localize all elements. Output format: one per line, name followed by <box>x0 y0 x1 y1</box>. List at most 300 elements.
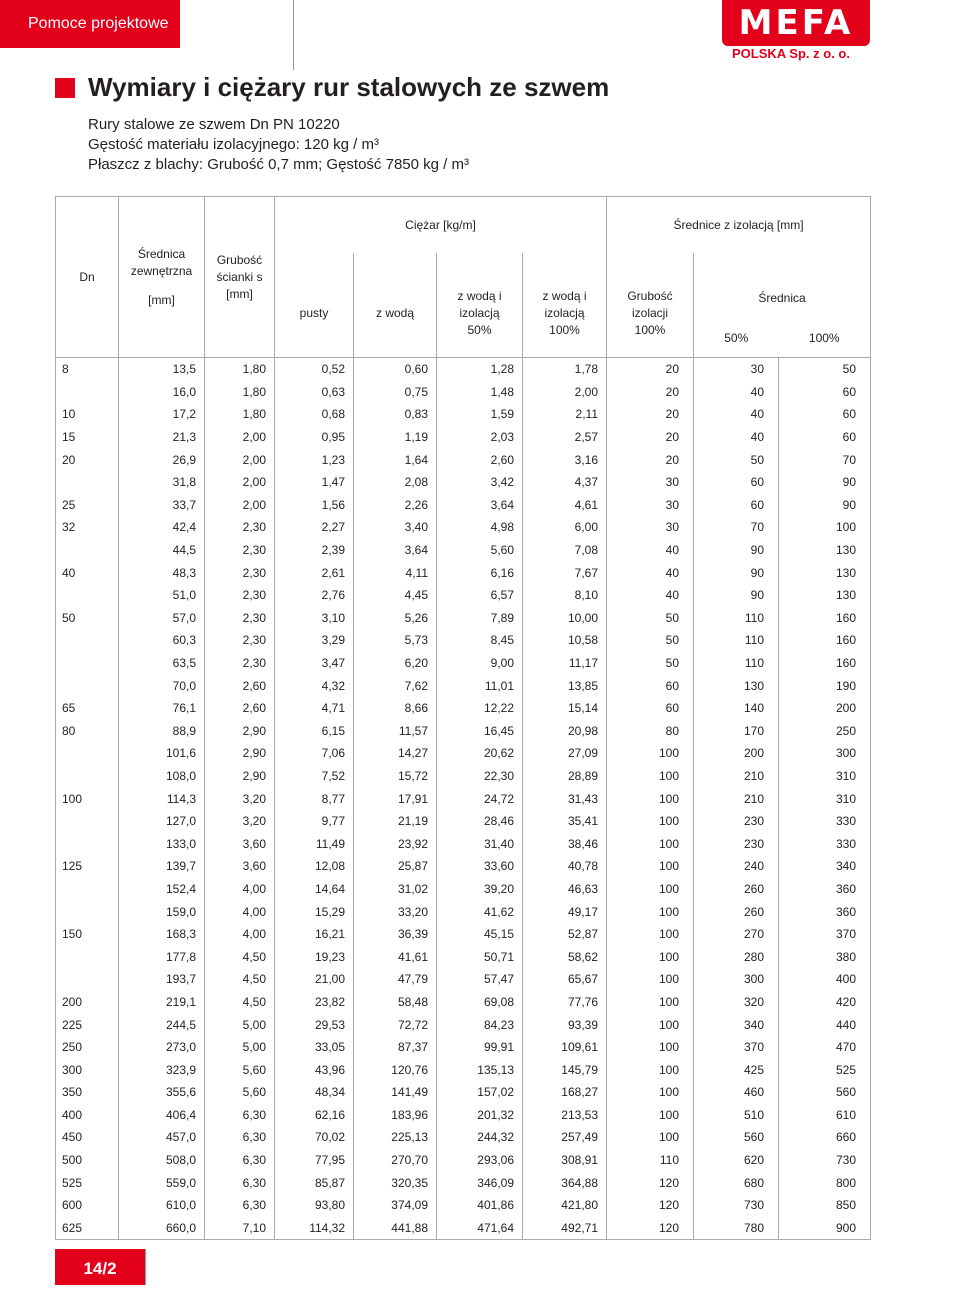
cell-wall-thickness: 2,60 <box>205 674 275 697</box>
cell-weight-ins-50: 45,15 <box>437 923 523 946</box>
cell-diameter-100: 90 <box>779 471 871 494</box>
cell-diameter-50: 110 <box>694 629 779 652</box>
cell-outer-diameter: 457,0 <box>119 1126 205 1149</box>
pipe-dimensions-table <box>55 196 871 1240</box>
cell-weight-ins-50: 16,45 <box>437 720 523 743</box>
table-row <box>56 697 871 720</box>
page-title: Wymiary i ciężary rur stalowych ze szwem <box>88 72 610 102</box>
cell-dn <box>56 765 119 788</box>
cell-weight-water: 183,96 <box>354 1104 437 1127</box>
cell-diameter-100: 310 <box>779 787 871 810</box>
cell-insulation-thickness: 30 <box>607 471 694 494</box>
cell-weight-empty: 114,32 <box>275 1217 354 1240</box>
cell-wall-thickness: 2,90 <box>205 720 275 743</box>
cell-weight-ins-100: 15,14 <box>523 697 607 720</box>
cell-outer-diameter: 17,2 <box>119 403 205 426</box>
cell-diameter-50: 510 <box>694 1104 779 1127</box>
cell-diameter-50: 40 <box>694 426 779 449</box>
cell-weight-water: 17,91 <box>354 787 437 810</box>
cell-weight-empty: 2,27 <box>275 516 354 539</box>
table-row <box>56 448 871 471</box>
cell-weight-water: 15,72 <box>354 765 437 788</box>
cell-diameter-100: 310 <box>779 765 871 788</box>
cell-dn: 150 <box>56 923 119 946</box>
cell-insulation-thickness: 60 <box>607 697 694 720</box>
cell-weight-ins-100: 4,61 <box>523 494 607 517</box>
table-row <box>56 561 871 584</box>
header-weight-group: Ciężar [kg/m] <box>275 197 607 254</box>
cell-diameter-100: 610 <box>779 1104 871 1127</box>
cell-outer-diameter: 355,6 <box>119 1081 205 1104</box>
cell-diameter-100: 160 <box>779 652 871 675</box>
cell-insulation-thickness: 100 <box>607 945 694 968</box>
cell-weight-ins-50: 99,91 <box>437 1036 523 1059</box>
cell-wall-thickness: 2,00 <box>205 471 275 494</box>
cell-outer-diameter: 33,7 <box>119 494 205 517</box>
cell-outer-diameter: 101,6 <box>119 742 205 765</box>
cell-weight-ins-100: 35,41 <box>523 810 607 833</box>
cell-outer-diameter: 42,4 <box>119 516 205 539</box>
cell-diameter-50: 780 <box>694 1217 779 1240</box>
cell-diameter-50: 90 <box>694 539 779 562</box>
table-row <box>56 810 871 833</box>
cell-insulation-thickness: 120 <box>607 1194 694 1217</box>
cell-dn <box>56 652 119 675</box>
cell-insulation-thickness: 40 <box>607 584 694 607</box>
cell-weight-ins-100: 8,10 <box>523 584 607 607</box>
cell-diameter-100: 60 <box>779 403 871 426</box>
table-row <box>56 1149 871 1172</box>
cell-insulation-thickness: 60 <box>607 674 694 697</box>
cell-weight-empty: 70,02 <box>275 1126 354 1149</box>
table-row <box>56 923 871 946</box>
cell-weight-water: 1,19 <box>354 426 437 449</box>
cell-wall-thickness: 2,00 <box>205 494 275 517</box>
cell-diameter-100: 50 <box>779 358 871 381</box>
cell-diameter-50: 620 <box>694 1149 779 1172</box>
cell-wall-thickness: 6,30 <box>205 1104 275 1127</box>
cell-diameter-50: 200 <box>694 742 779 765</box>
cell-diameter-100: 200 <box>779 697 871 720</box>
cell-dn: 8 <box>56 358 119 381</box>
table-row <box>56 426 871 449</box>
company-logo <box>722 0 892 66</box>
cell-dn <box>56 584 119 607</box>
table-row <box>56 720 871 743</box>
cell-weight-empty: 3,47 <box>275 652 354 675</box>
cell-weight-ins-50: 401,86 <box>437 1194 523 1217</box>
cell-dn: 10 <box>56 403 119 426</box>
cell-outer-diameter: 273,0 <box>119 1036 205 1059</box>
cell-insulation-thickness: 100 <box>607 991 694 1014</box>
cell-diameter-100: 420 <box>779 991 871 1014</box>
header-with-water: z wodą <box>354 253 437 358</box>
cell-wall-thickness: 2,90 <box>205 765 275 788</box>
cell-wall-thickness: 1,80 <box>205 403 275 426</box>
cell-dn: 350 <box>56 1081 119 1104</box>
cell-diameter-100: 660 <box>779 1126 871 1149</box>
cell-diameter-50: 170 <box>694 720 779 743</box>
cell-weight-water: 31,02 <box>354 878 437 901</box>
header-insulation-thickness: Grubość izolacji 100% <box>607 253 694 358</box>
cell-weight-empty: 4,32 <box>275 674 354 697</box>
cell-weight-ins-50: 57,47 <box>437 968 523 991</box>
cell-weight-water: 36,39 <box>354 923 437 946</box>
cell-weight-empty: 93,80 <box>275 1194 354 1217</box>
cell-dn <box>56 471 119 494</box>
cell-weight-empty: 7,52 <box>275 765 354 788</box>
cell-outer-diameter: 244,5 <box>119 1013 205 1036</box>
cell-diameter-100: 900 <box>779 1217 871 1240</box>
cell-insulation-thickness: 120 <box>607 1171 694 1194</box>
cell-diameter-100: 340 <box>779 855 871 878</box>
cell-weight-ins-100: 168,27 <box>523 1081 607 1104</box>
cell-weight-water: 3,64 <box>354 539 437 562</box>
cell-weight-water: 225,13 <box>354 1126 437 1149</box>
cell-insulation-thickness: 100 <box>607 742 694 765</box>
cell-wall-thickness: 5,00 <box>205 1036 275 1059</box>
cell-dn <box>56 742 119 765</box>
cell-weight-ins-100: 65,67 <box>523 968 607 991</box>
header-diameter-50: 50% <box>694 307 779 357</box>
cell-dn: 25 <box>56 494 119 517</box>
cell-diameter-50: 110 <box>694 607 779 630</box>
page-number: 14/2 <box>55 1249 145 1285</box>
header-diameters-group: Średnice z izolacją [mm] <box>607 197 871 254</box>
subtitle-line-2: Gęstość materiału izolacyjnego: 120 kg / m³ <box>88 136 379 153</box>
cell-weight-water: 41,61 <box>354 945 437 968</box>
cell-weight-ins-50: 24,72 <box>437 787 523 810</box>
cell-outer-diameter: 51,0 <box>119 584 205 607</box>
cell-wall-thickness: 4,00 <box>205 878 275 901</box>
cell-weight-empty: 33,05 <box>275 1036 354 1059</box>
cell-dn <box>56 945 119 968</box>
cell-weight-water: 2,26 <box>354 494 437 517</box>
cell-insulation-thickness: 100 <box>607 1013 694 1036</box>
cell-dn: 225 <box>56 1013 119 1036</box>
header-wall-thickness <box>205 197 275 358</box>
cell-diameter-100: 130 <box>779 561 871 584</box>
cell-insulation-thickness: 20 <box>607 381 694 404</box>
cell-insulation-thickness: 40 <box>607 539 694 562</box>
cell-weight-ins-50: 1,59 <box>437 403 523 426</box>
cell-weight-ins-100: 11,17 <box>523 652 607 675</box>
cell-dn: 65 <box>56 697 119 720</box>
table-row <box>56 494 871 517</box>
cell-outer-diameter: 660,0 <box>119 1217 205 1240</box>
table-row <box>56 652 871 675</box>
cell-weight-empty: 11,49 <box>275 832 354 855</box>
table-row <box>56 1036 871 1059</box>
cell-weight-water: 320,35 <box>354 1171 437 1194</box>
cell-diameter-100: 470 <box>779 1036 871 1059</box>
cell-insulation-thickness: 100 <box>607 900 694 923</box>
cell-dn: 125 <box>56 855 119 878</box>
cell-weight-water: 441,88 <box>354 1217 437 1240</box>
cell-weight-water: 87,37 <box>354 1036 437 1059</box>
cell-weight-water: 2,08 <box>354 471 437 494</box>
cell-weight-ins-100: 20,98 <box>523 720 607 743</box>
cell-diameter-50: 60 <box>694 471 779 494</box>
cell-diameter-50: 560 <box>694 1126 779 1149</box>
cell-outer-diameter: 114,3 <box>119 787 205 810</box>
cell-insulation-thickness: 20 <box>607 448 694 471</box>
cell-weight-water: 4,45 <box>354 584 437 607</box>
cell-weight-water: 25,87 <box>354 855 437 878</box>
cell-dn <box>56 878 119 901</box>
cell-diameter-50: 60 <box>694 494 779 517</box>
cell-outer-diameter: 21,3 <box>119 426 205 449</box>
cell-weight-ins-50: 2,03 <box>437 426 523 449</box>
cell-weight-ins-50: 6,57 <box>437 584 523 607</box>
cell-weight-empty: 2,61 <box>275 561 354 584</box>
cell-weight-water: 5,73 <box>354 629 437 652</box>
table-row <box>56 1013 871 1036</box>
cell-weight-ins-50: 50,71 <box>437 945 523 968</box>
cell-weight-empty: 1,56 <box>275 494 354 517</box>
cell-diameter-100: 130 <box>779 539 871 562</box>
table-row <box>56 607 871 630</box>
cell-wall-thickness: 5,00 <box>205 1013 275 1036</box>
cell-weight-empty: 8,77 <box>275 787 354 810</box>
cell-diameter-100: 360 <box>779 878 871 901</box>
cell-diameter-100: 160 <box>779 629 871 652</box>
cell-diameter-50: 460 <box>694 1081 779 1104</box>
cell-weight-empty: 23,82 <box>275 991 354 1014</box>
cell-dn: 100 <box>56 787 119 810</box>
table-row <box>56 878 871 901</box>
cell-insulation-thickness: 100 <box>607 765 694 788</box>
cell-weight-ins-100: 2,00 <box>523 381 607 404</box>
cell-diameter-50: 90 <box>694 584 779 607</box>
cell-insulation-thickness: 110 <box>607 1149 694 1172</box>
cell-weight-water: 21,19 <box>354 810 437 833</box>
cell-wall-thickness: 2,30 <box>205 539 275 562</box>
cell-wall-thickness: 5,60 <box>205 1058 275 1081</box>
cell-weight-ins-50: 135,13 <box>437 1058 523 1081</box>
table-row <box>56 1171 871 1194</box>
cell-diameter-50: 70 <box>694 516 779 539</box>
cell-diameter-50: 130 <box>694 674 779 697</box>
cell-outer-diameter: 57,0 <box>119 607 205 630</box>
cell-wall-thickness: 3,20 <box>205 810 275 833</box>
cell-weight-ins-50: 4,98 <box>437 516 523 539</box>
cell-outer-diameter: 159,0 <box>119 900 205 923</box>
cell-weight-ins-100: 7,67 <box>523 561 607 584</box>
cell-weight-water: 1,64 <box>354 448 437 471</box>
cell-diameter-50: 260 <box>694 878 779 901</box>
cell-insulation-thickness: 100 <box>607 1104 694 1127</box>
cell-diameter-50: 210 <box>694 765 779 788</box>
cell-insulation-thickness: 120 <box>607 1217 694 1240</box>
cell-weight-empty: 7,06 <box>275 742 354 765</box>
logo-subtext: POLSKA Sp. z o. o. <box>732 46 850 61</box>
cell-wall-thickness: 4,50 <box>205 991 275 1014</box>
cell-wall-thickness: 1,80 <box>205 358 275 381</box>
cell-weight-ins-100: 93,39 <box>523 1013 607 1036</box>
cell-insulation-thickness: 100 <box>607 878 694 901</box>
cell-diameter-50: 40 <box>694 403 779 426</box>
cell-wall-thickness: 1,80 <box>205 381 275 404</box>
cell-weight-ins-100: 3,16 <box>523 448 607 471</box>
cell-weight-ins-50: 9,00 <box>437 652 523 675</box>
cell-diameter-100: 60 <box>779 426 871 449</box>
cell-weight-empty: 2,39 <box>275 539 354 562</box>
cell-weight-water: 33,20 <box>354 900 437 923</box>
cell-weight-ins-100: 38,46 <box>523 832 607 855</box>
cell-weight-empty: 2,76 <box>275 584 354 607</box>
cell-weight-ins-100: 49,17 <box>523 900 607 923</box>
table-row <box>56 968 871 991</box>
cell-dn <box>56 832 119 855</box>
cell-wall-thickness: 4,50 <box>205 968 275 991</box>
cell-outer-diameter: 133,0 <box>119 832 205 855</box>
cell-diameter-50: 425 <box>694 1058 779 1081</box>
cell-dn: 80 <box>56 720 119 743</box>
cell-insulation-thickness: 20 <box>607 358 694 381</box>
cell-diameter-50: 280 <box>694 945 779 968</box>
cell-dn: 500 <box>56 1149 119 1172</box>
cell-diameter-100: 380 <box>779 945 871 968</box>
cell-dn: 525 <box>56 1171 119 1194</box>
table-row <box>56 1104 871 1127</box>
cell-wall-thickness: 2,00 <box>205 448 275 471</box>
cell-diameter-50: 140 <box>694 697 779 720</box>
cell-weight-ins-100: 145,79 <box>523 1058 607 1081</box>
cell-outer-diameter: 70,0 <box>119 674 205 697</box>
cell-wall-thickness: 2,60 <box>205 697 275 720</box>
cell-insulation-thickness: 20 <box>607 426 694 449</box>
cell-weight-water: 47,79 <box>354 968 437 991</box>
table-row <box>56 742 871 765</box>
header-diameter: Średnica <box>694 253 871 307</box>
cell-weight-ins-100: 2,57 <box>523 426 607 449</box>
cell-weight-empty: 6,15 <box>275 720 354 743</box>
cell-weight-water: 5,26 <box>354 607 437 630</box>
cell-weight-empty: 3,10 <box>275 607 354 630</box>
cell-wall-thickness: 3,60 <box>205 855 275 878</box>
cell-weight-empty: 62,16 <box>275 1104 354 1127</box>
cell-insulation-thickness: 50 <box>607 629 694 652</box>
cell-wall-thickness: 6,30 <box>205 1126 275 1149</box>
cell-diameter-100: 730 <box>779 1149 871 1172</box>
cell-outer-diameter: 193,7 <box>119 968 205 991</box>
cell-diameter-50: 320 <box>694 991 779 1014</box>
cell-outer-diameter: 152,4 <box>119 878 205 901</box>
cell-weight-ins-50: 2,60 <box>437 448 523 471</box>
header-outer-diameter-label: Średnica zewnętrzna <box>130 246 193 278</box>
cell-weight-ins-100: 28,89 <box>523 765 607 788</box>
table-row <box>56 1194 871 1217</box>
table-row <box>56 900 871 923</box>
cell-weight-empty: 0,63 <box>275 381 354 404</box>
cell-dn: 40 <box>56 561 119 584</box>
cell-insulation-thickness: 40 <box>607 561 694 584</box>
cell-insulation-thickness: 50 <box>607 652 694 675</box>
cell-wall-thickness: 2,00 <box>205 426 275 449</box>
header-with-water-ins-100: z wodą i izolacją 100% <box>523 253 607 358</box>
cell-dn <box>56 629 119 652</box>
cell-weight-empty: 0,52 <box>275 358 354 381</box>
header-dn: Dn <box>56 197 119 358</box>
cell-wall-thickness: 2,90 <box>205 742 275 765</box>
table-row <box>56 674 871 697</box>
table-row <box>56 539 871 562</box>
cell-weight-ins-100: 6,00 <box>523 516 607 539</box>
cell-wall-thickness: 2,30 <box>205 652 275 675</box>
header-outer-diameter <box>119 197 205 358</box>
cell-weight-ins-50: 39,20 <box>437 878 523 901</box>
cell-weight-ins-50: 201,32 <box>437 1104 523 1127</box>
cell-insulation-thickness: 100 <box>607 968 694 991</box>
cell-weight-ins-50: 471,64 <box>437 1217 523 1240</box>
cell-wall-thickness: 2,30 <box>205 516 275 539</box>
cell-weight-empty: 14,64 <box>275 878 354 901</box>
cell-insulation-thickness: 100 <box>607 787 694 810</box>
header-divider <box>293 0 294 70</box>
cell-diameter-100: 850 <box>779 1194 871 1217</box>
cell-diameter-100: 525 <box>779 1058 871 1081</box>
cell-weight-ins-50: 3,64 <box>437 494 523 517</box>
cell-weight-empty: 15,29 <box>275 900 354 923</box>
cell-diameter-100: 400 <box>779 968 871 991</box>
cell-weight-water: 23,92 <box>354 832 437 855</box>
cell-weight-ins-50: 157,02 <box>437 1081 523 1104</box>
cell-insulation-thickness: 100 <box>607 855 694 878</box>
title-bullet <box>55 78 75 98</box>
cell-weight-ins-50: 28,46 <box>437 810 523 833</box>
cell-diameter-50: 90 <box>694 561 779 584</box>
cell-insulation-thickness: 30 <box>607 494 694 517</box>
cell-outer-diameter: 76,1 <box>119 697 205 720</box>
cell-weight-ins-50: 7,89 <box>437 607 523 630</box>
cell-dn <box>56 674 119 697</box>
table-row <box>56 403 871 426</box>
cell-wall-thickness: 4,00 <box>205 923 275 946</box>
cell-diameter-50: 270 <box>694 923 779 946</box>
cell-diameter-50: 30 <box>694 358 779 381</box>
cell-weight-empty: 4,71 <box>275 697 354 720</box>
cell-diameter-50: 210 <box>694 787 779 810</box>
cell-outer-diameter: 406,4 <box>119 1104 205 1127</box>
cell-dn <box>56 539 119 562</box>
cell-insulation-thickness: 100 <box>607 1058 694 1081</box>
cell-weight-water: 3,40 <box>354 516 437 539</box>
cell-dn: 400 <box>56 1104 119 1127</box>
cell-outer-diameter: 139,7 <box>119 855 205 878</box>
cell-weight-water: 6,20 <box>354 652 437 675</box>
cell-diameter-50: 300 <box>694 968 779 991</box>
cell-weight-ins-50: 41,62 <box>437 900 523 923</box>
cell-diameter-100: 560 <box>779 1081 871 1104</box>
cell-weight-ins-100: 109,61 <box>523 1036 607 1059</box>
cell-outer-diameter: 48,3 <box>119 561 205 584</box>
cell-insulation-thickness: 100 <box>607 832 694 855</box>
table-row <box>56 1058 871 1081</box>
cell-weight-empty: 21,00 <box>275 968 354 991</box>
cell-weight-empty: 9,77 <box>275 810 354 833</box>
cell-weight-water: 270,70 <box>354 1149 437 1172</box>
cell-diameter-50: 340 <box>694 1013 779 1036</box>
cell-diameter-50: 40 <box>694 381 779 404</box>
cell-outer-diameter: 127,0 <box>119 810 205 833</box>
cell-weight-ins-50: 346,09 <box>437 1171 523 1194</box>
cell-insulation-thickness: 50 <box>607 607 694 630</box>
cell-dn <box>56 900 119 923</box>
cell-wall-thickness: 3,20 <box>205 787 275 810</box>
table-row <box>56 1081 871 1104</box>
cell-dn <box>56 810 119 833</box>
